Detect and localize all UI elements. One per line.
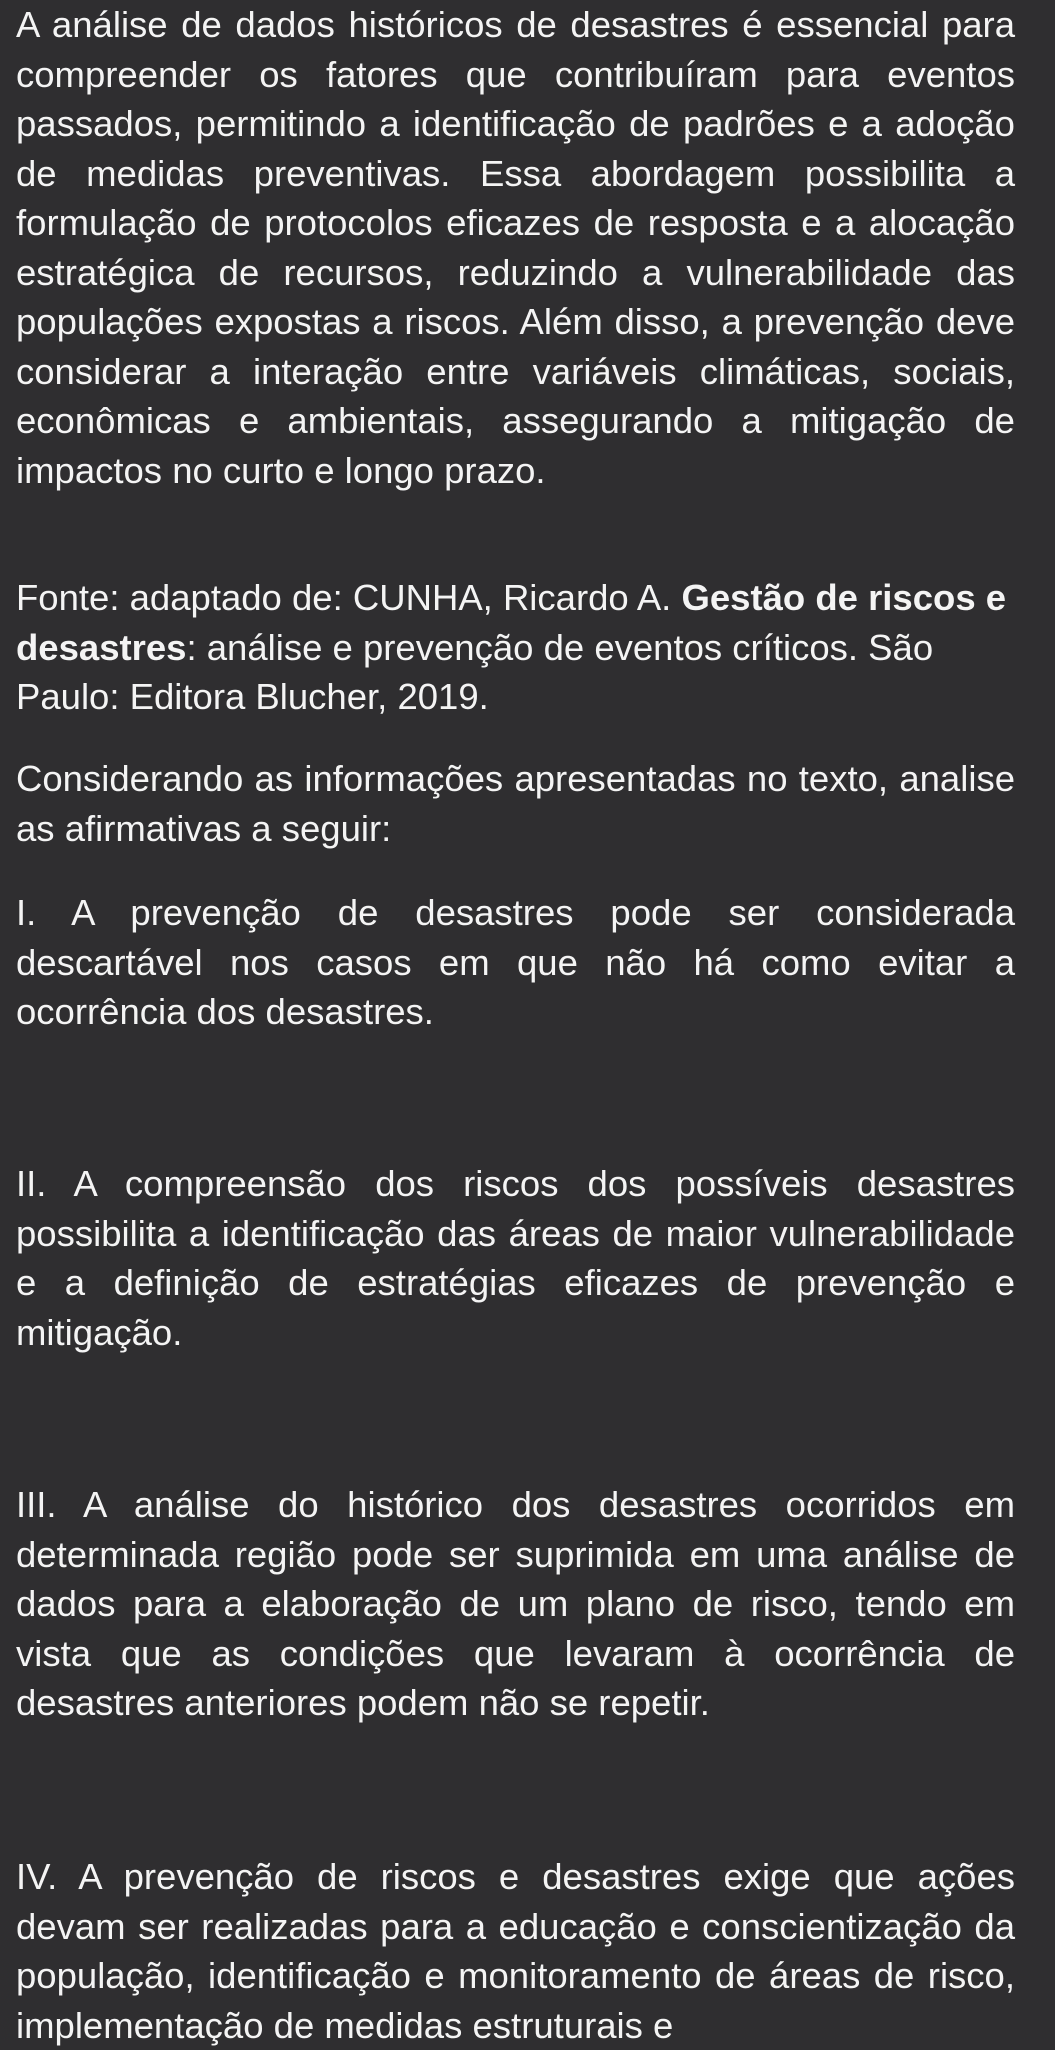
source-title: Gestão de riscos e desastres <box>16 577 1007 668</box>
statement-iii: III. A análise do histórico dos desastres ocorridos em determinada região pode ser suprimida em uma análise de dados para a elaboração de um plano de risco, tendo em vista que as condições que levaram à ocorrência de desastres anteriores podem não se repetir. <box>16 1484 1015 1723</box>
statement-iv: IV. A prevenção de riscos e desastres exige que ações devam ser realizadas para a educação e conscientização da população, identificação e monitoramento de áreas de risco, implementação de medidas estruturais e <box>16 1856 1015 2046</box>
source-prefix: Fonte: adaptado de: CUNHA, Ricardo A. <box>16 577 682 618</box>
statement-ii: II. A compreensão dos riscos dos possíveis desastres possibilita a identificação das áreas de maior vulnerabilidade e a definição de estratégias eficazes de prevenção e mitigação. <box>16 1163 1015 1353</box>
source-suffix: : análise e prevenção de eventos críticos. São Paulo: Editora Blucher, 2019. <box>16 626 934 717</box>
intro-paragraph: A análise de dados históricos de desastres é essencial para compreender os fatores que contribuíram para eventos passados, permitindo a identificação de padrões e a adoção de medidas preventivas. Essa abordagem possibilita a formulação de protocolos eficazes de resposta e a alocação estratégica de recursos, reduzindo a vulnerabilidade das populações expostas a riscos. Além disso, a prevenção deve considerar a interação entre variáveis climáticas, sociais, econômicas e ambientais, assegurando a mitigação de impactos no curto e longo prazo. <box>16 4 1015 491</box>
source-citation <box>16 573 1015 722</box>
statement-i: I. A prevenção de desastres pode ser considerada descartável nos casos em que não há como evitar a ocorrência dos desastres. <box>16 892 1015 1032</box>
question-prompt: Considerando as informações apresentadas no texto, analise as afirmativas a seguir: <box>16 758 1015 849</box>
